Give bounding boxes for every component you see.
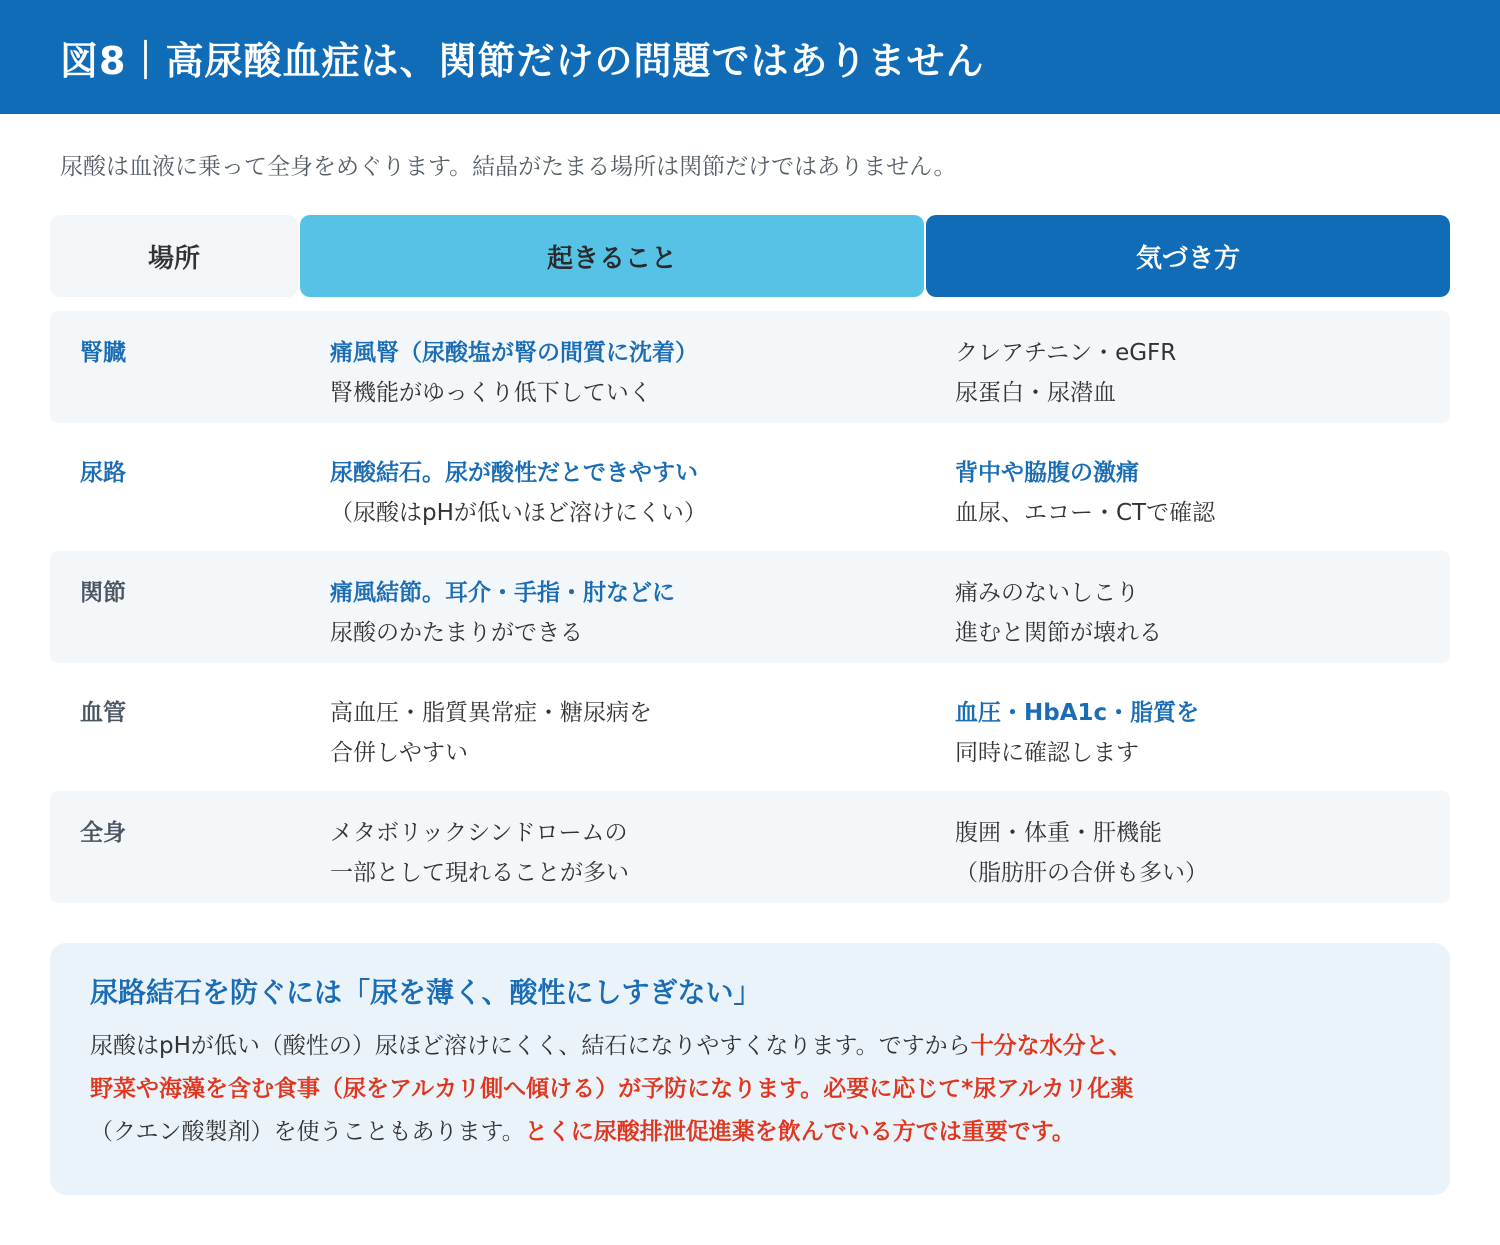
callout-emphasis: 十分な水分と、 (970, 1033, 1132, 1059)
event-line-1: メタボリックシンドロームの (330, 820, 628, 846)
table-row-joints (50, 551, 1450, 663)
sign-line-2: 尿蛋白・尿潜血 (955, 380, 1116, 406)
callout-text: 尿酸はpHが低い（酸性の）尿ほど溶けにくく、結石になりやすくなります。ですから (90, 1033, 971, 1059)
prevention-callout (50, 943, 1450, 1195)
place-label: 腎臓 (80, 340, 126, 366)
callout-title: 尿路結石を防ぐには「尿を薄く、酸性にしすぎない」 (90, 976, 762, 1009)
sign-line-2: 進むと関節が壊れる (955, 620, 1162, 646)
sign-line-1: 血圧・HbA1c・脂質を (955, 700, 1200, 726)
callout-line-2: 野菜や海藻を含む食事（尿をアルカリ側へ傾ける）が予防になります。必要に応じて*尿アルカリ化薬 (90, 1076, 1134, 1102)
event-line-1: 痛風結節。耳介・手指・肘などに (330, 580, 675, 606)
event-line-2: （尿酸はpHが低いほど溶けにくい） (330, 500, 707, 526)
sign-cell (955, 453, 1215, 533)
title-banner (0, 0, 1500, 114)
page-title: 図8｜高尿酸血症は、関節だけの問題ではありません (60, 38, 985, 83)
place-label: 関節 (80, 580, 126, 606)
column-header-sign: 気づき方 (926, 215, 1450, 297)
table-row-blood-vessels (50, 671, 1450, 783)
event-cell (330, 813, 629, 893)
place-label: 血管 (80, 700, 126, 726)
callout-body (90, 1025, 1133, 1154)
event-cell (330, 573, 675, 653)
callout-line-1 (90, 1025, 1133, 1068)
sign-cell (955, 573, 1162, 653)
table-row-urinary-tract (50, 431, 1450, 543)
sign-line-2: 血尿、エコー・CTで確認 (955, 500, 1216, 526)
event-line-2: 一部として現れることが多い (330, 860, 629, 886)
event-line-2: 合併しやすい (330, 740, 468, 766)
callout-emphasis: とくに尿酸排泄促進薬を飲んでいる方では重要です。 (524, 1119, 1075, 1145)
sign-line-2: （脂肪肝の合併も多い） (955, 860, 1208, 886)
event-cell (330, 333, 698, 413)
place-label: 全身 (80, 820, 126, 846)
event-cell (330, 693, 652, 773)
callout-text: （クエン酸製剤）を使うこともあります。 (90, 1119, 525, 1145)
event-line-1: 高血圧・脂質異常症・糖尿病を (330, 700, 652, 726)
event-line-1: 尿酸結石。尿が酸性だとできやすい (330, 460, 698, 486)
sign-line-2: 同時に確認します (955, 740, 1139, 766)
sign-line-1: クレアチニン・eGFR (955, 340, 1177, 366)
event-cell (330, 453, 707, 533)
sign-line-1: 腹囲・体重・肝機能 (955, 820, 1162, 846)
table-row-kidney (50, 311, 1450, 423)
sign-line-1: 背中や脇腹の激痛 (955, 460, 1139, 486)
place-label: 尿路 (80, 460, 126, 486)
event-line-2: 腎機能がゆっくり低下していく (330, 380, 652, 406)
sign-cell (955, 333, 1176, 413)
sign-cell (955, 813, 1208, 893)
column-header-place: 場所 (50, 215, 298, 297)
subtitle: 尿酸は血液に乗って全身をめぐります。結晶がたまる場所は関節だけではありません。 (60, 154, 957, 180)
table-row-whole-body (50, 791, 1450, 903)
event-line-1: 痛風腎（尿酸塩が腎の間質に沈着） (330, 340, 698, 366)
sign-line-1: 痛みのないしこり (955, 580, 1139, 606)
sign-cell (955, 693, 1199, 773)
column-header-event: 起きること (300, 215, 924, 297)
callout-line-3 (90, 1111, 1133, 1154)
event-line-2: 尿酸のかたまりができる (330, 620, 583, 646)
